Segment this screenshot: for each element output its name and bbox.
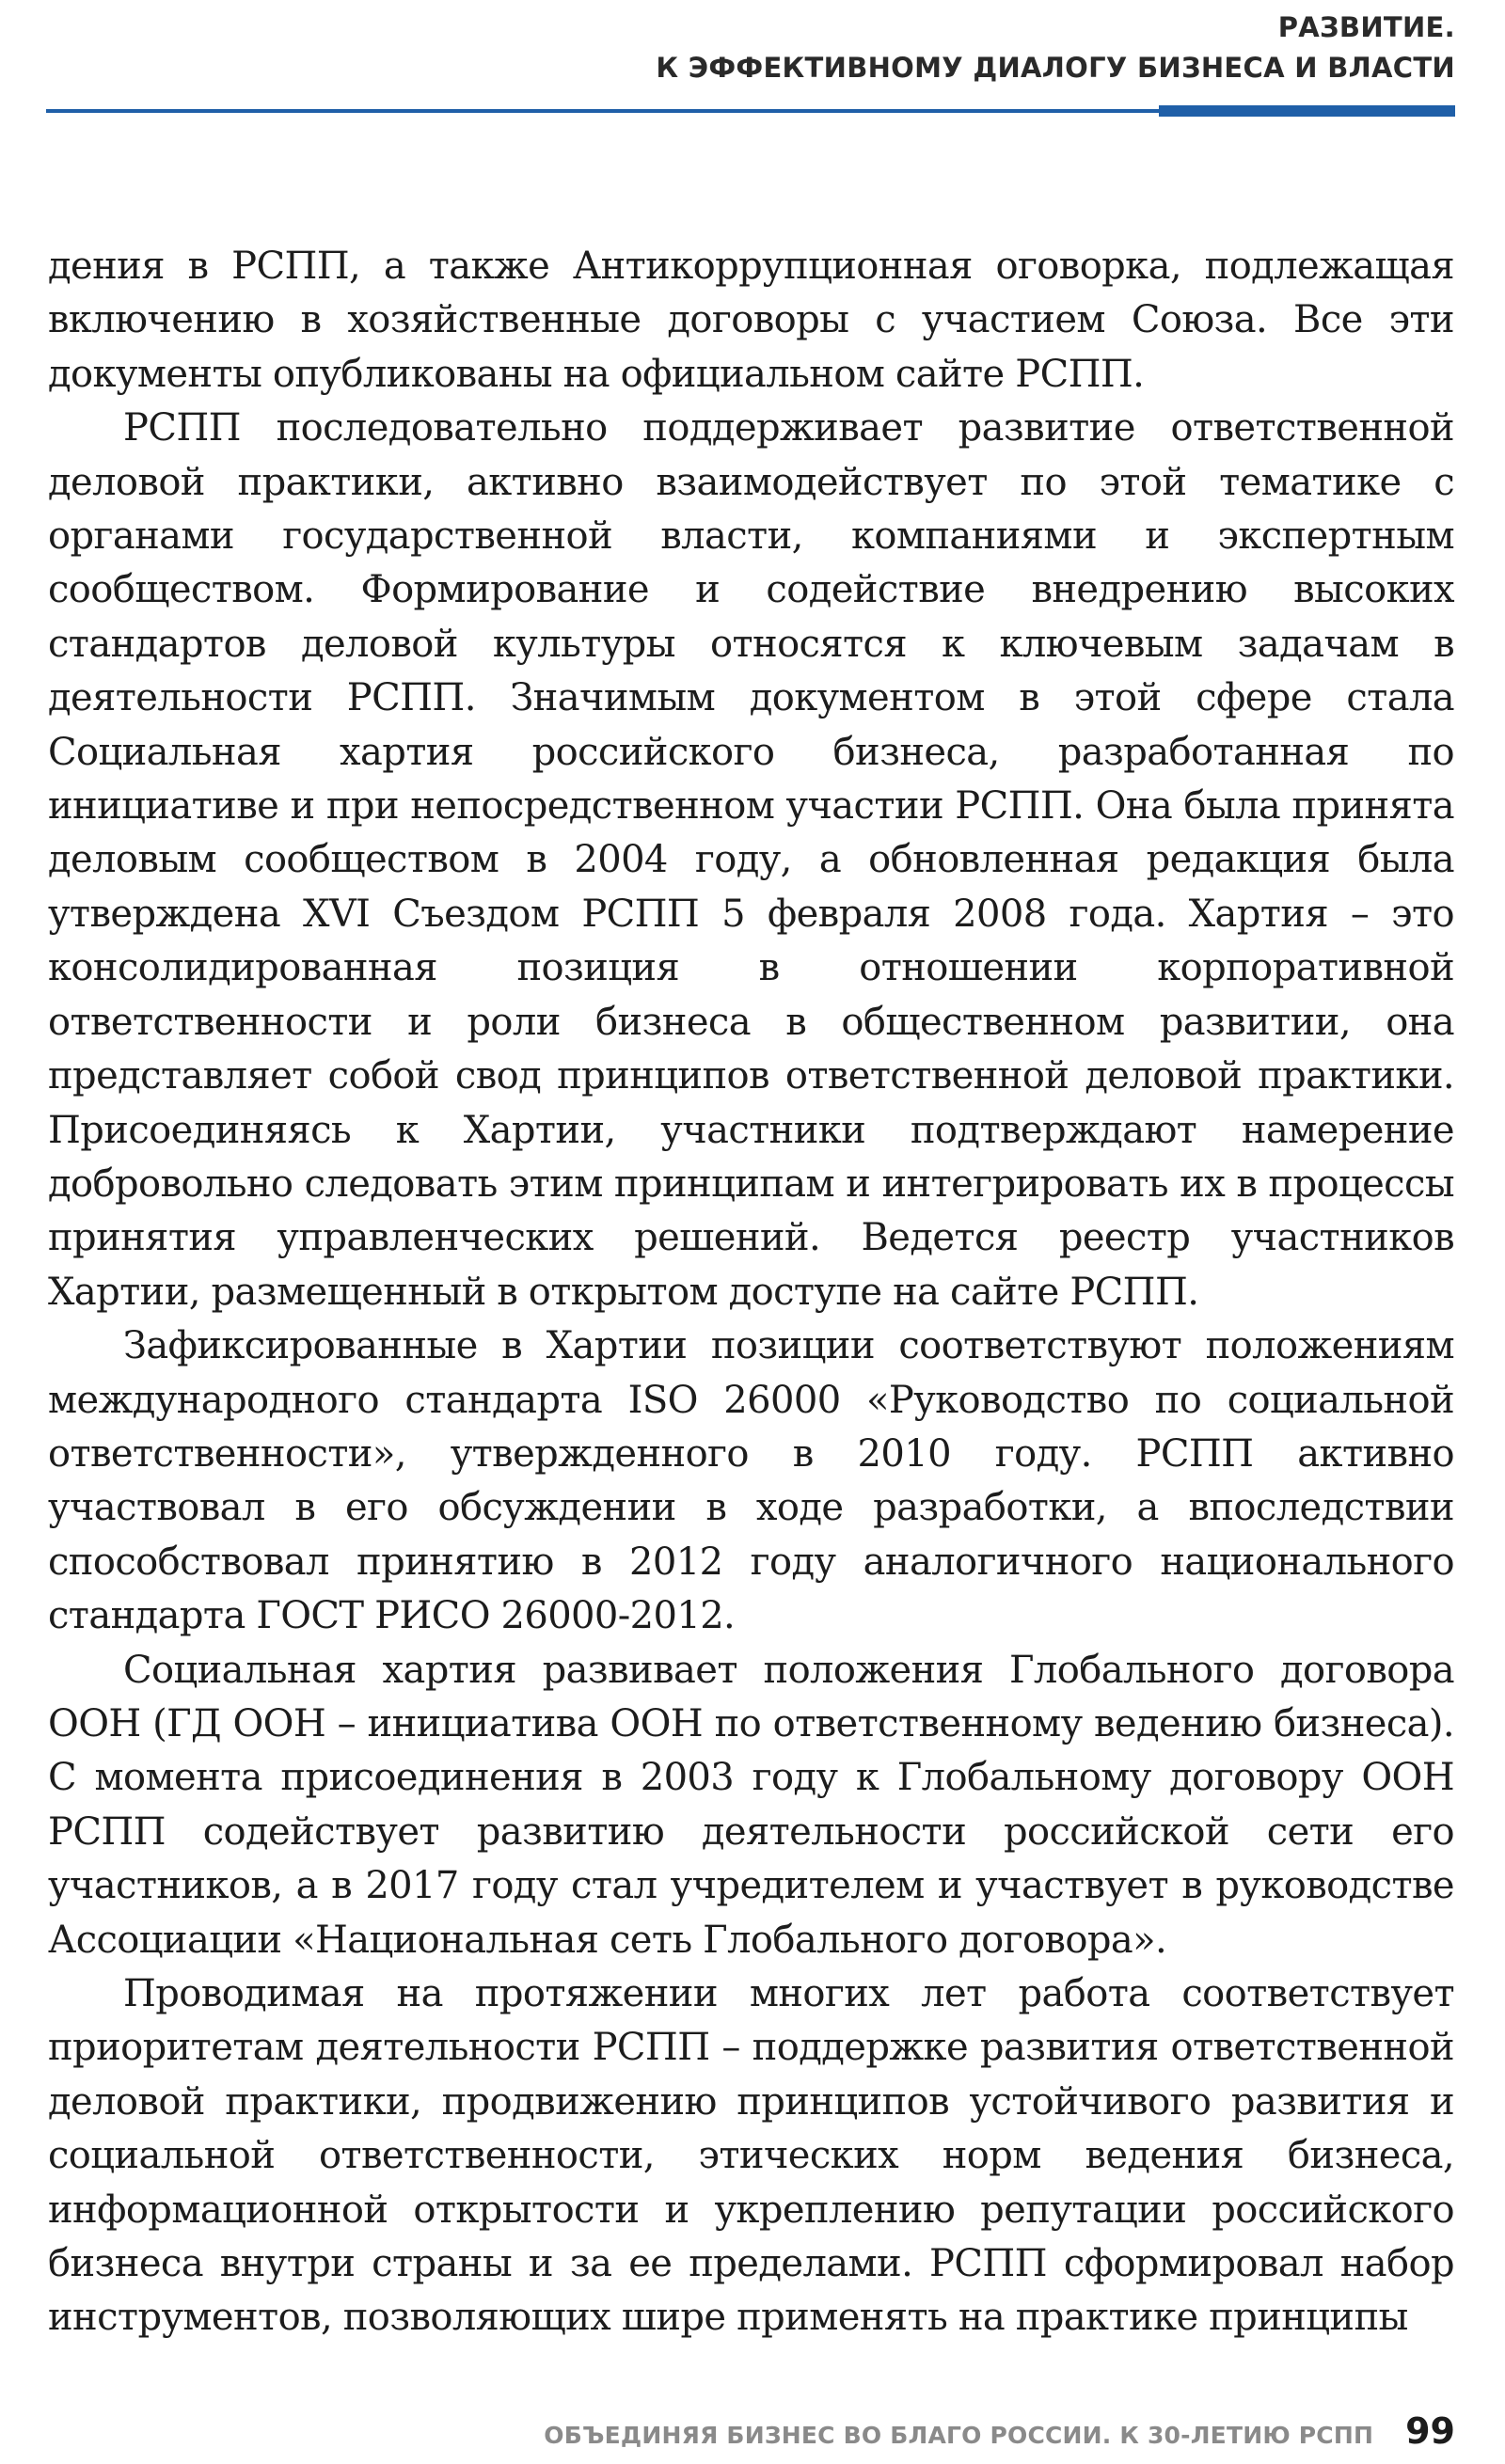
header-chapter-title: К ЭФФЕКТИВНОМУ ДИАЛОГУ БИЗНЕСА И ВЛАСТИ xyxy=(656,52,1455,84)
footer-running-title: ОБЪЕДИНЯЯ БИЗНЕС ВО БЛАГО РОССИИ. К 30-ЛЕТИЮ РСПП xyxy=(544,2422,1374,2449)
page-body xyxy=(48,240,1454,2346)
page-number: 99 xyxy=(1405,2410,1455,2452)
paragraph-1: дения в РСПП, а также Антикоррупционная оговорка, подлежащая включению в хозяйственные договоры с участием Союза. Все эти документы опубликованы на официальном сайте РСПП. xyxy=(48,245,1454,396)
page-footer xyxy=(544,2410,1455,2452)
paragraph-5: Проводимая на протяжении многих лет работа соответствует приоритетам деятельности РСПП – поддержке развития ответственной деловой практики, продвижению принципов устойчивого развития и социальной ответственности, этических норм ведения бизнеса, информационной открытости и укреплению репутации российского бизнеса внутри страны и за ее пределами. РСПП сформировал набор инструментов, позволяющих шире применять на практике принципы xyxy=(48,1972,1454,2340)
paragraph-4: Социальная хартия развивает положения Глобального договора ООН (ГД ООН – инициатива ООН по ответственному ведению бизнеса). С момента присоединения в 2003 году к Глобальному договору ООН РСПП содействует развитию деятельности российской сети его участников, а в 2017 году стал учредителем и участвует в руководстве Ассоциации «Национальная сеть Глобального договора». xyxy=(48,1648,1454,1962)
header-rule-accent xyxy=(1159,105,1455,117)
paragraph-2: РСПП последовательно поддерживает развитие ответственной деловой практики, активно взаимодействует по этой тематике с органами государственной власти, компаниями и экспертным сообществом. Формирование и содействие внедрению высоких стандартов деловой культуры относятся к ключевым задачам в деятельности РСПП. Значимым документом в этой сфере стала Социальная хартия российского бизнеса, разработанная по инициативе и при непосредственном участии РСПП. Она была принята деловым сообществом в 2004 году, а обновленная редакция была утверждена XVI Съездом РСПП 5 февраля 2008 года. Хартия – это консолидированная позиция в отношении корпоративной ответственности и роли бизнеса в общественном развитии, она представляет собой свод принципов ответственной деловой практики. Присоединяясь к Хартии, участники подтверждают намерение добровольно следовать этим принципам и интегрировать их в процессы принятия управленческих решений. Ведется реестр участников Хартии, размещенный в открытом доступе на сайте РСПП. xyxy=(48,406,1454,1314)
paragraph-3: Зафиксированные в Хартии позиции соответствуют положениям международного стандарта ISO 26000 «Руководство по социальной ответственности», утвержденного в 2010 году. РСПП активно участвовал в его обсуждении в ходе разработки, а впоследствии способствовал принятию в 2012 году аналогичного национального стандарта ГОСТ РИСО 26000-2012. xyxy=(48,1324,1454,1638)
header-section-title: РАЗВИТИЕ. xyxy=(1277,11,1455,43)
running-header xyxy=(656,8,1455,88)
